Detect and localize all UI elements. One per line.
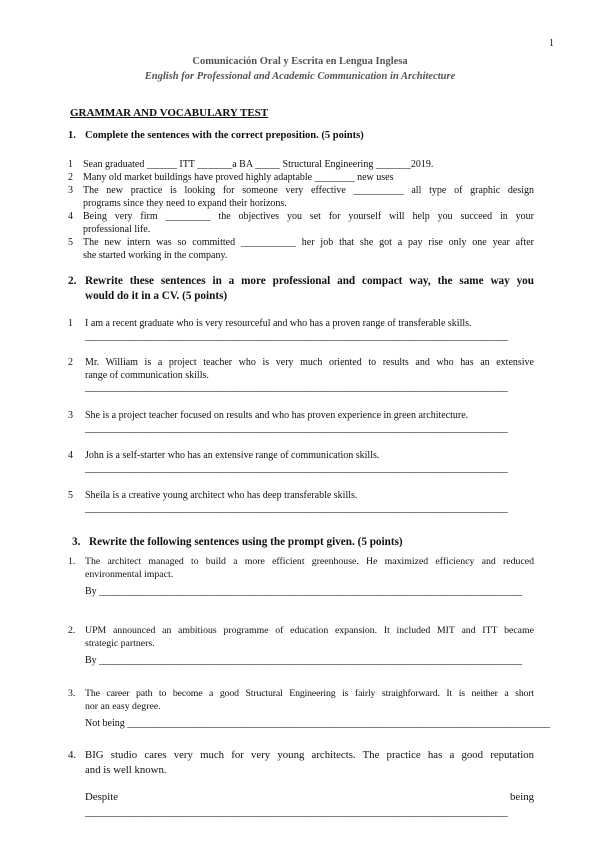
section-number: 3. — [72, 536, 81, 548]
item-number: 2 — [68, 172, 73, 183]
item-text: I am a recent graduate who is very resourceful and who has a proven range of transferable skills. — [85, 318, 472, 329]
answer-line[interactable]: ________________________________________________________________________________________________ — [85, 382, 508, 394]
item-text[interactable]: Many old market buildings have proved highly adaptable ________ new uses — [83, 172, 394, 183]
item-text: The architect managed to build a more efficient greenhouse. He maximized efficiency and reduced — [85, 556, 534, 567]
item-number: 5 — [68, 237, 73, 248]
list-item — [68, 172, 534, 185]
section2-heading — [68, 274, 534, 304]
answer-line[interactable]: ________________________________________________________________________________________________ — [127, 718, 550, 730]
list-item — [68, 490, 534, 515]
prompt-row — [85, 791, 534, 803]
prompt-word: By — [85, 655, 97, 667]
list-item — [68, 211, 534, 236]
item-number: 3 — [68, 410, 73, 421]
list-item — [68, 450, 534, 475]
item-number: 1 — [68, 159, 73, 170]
answer-line[interactable]: ________________________________________________________________________________________________ — [85, 502, 508, 514]
item-text[interactable]: The new intern was so committed ___________ her job that she got a pay rise only one year after — [83, 237, 534, 248]
answer-line[interactable]: ________________________________________________________________________________________________ — [85, 462, 508, 474]
item-number: 4. — [68, 749, 77, 761]
section-instruction-cont: would do it in a CV. (5 points) — [85, 290, 228, 302]
list-item — [68, 318, 534, 343]
item-text-cont: and is well known. — [85, 764, 167, 776]
item-text-cont: range of communication skills. — [85, 369, 209, 381]
section-instruction: Complete the sentences with the correct preposition. (5 points) — [85, 130, 364, 141]
item-text: She is a project teacher focused on results and who has proven experience in green architecture. — [85, 410, 469, 421]
item-number: 1. — [68, 556, 76, 567]
section1-heading — [68, 130, 364, 141]
item-text: Sheila is a creative young architect who has deep transferable skills. — [85, 490, 358, 501]
list-item — [68, 625, 534, 668]
section-number: 1. — [68, 130, 76, 141]
test-title: GRAMMAR AND VOCABULARY TEST — [70, 107, 269, 119]
item-text: John is a self-starter who has an extensive range of communication skills. — [85, 450, 380, 461]
item-number: 4 — [68, 450, 73, 461]
item-number: 4 — [68, 211, 73, 222]
item-text: Mr. William is a project teacher who is very much oriented to results and who has an extensive — [85, 357, 534, 368]
answer-line[interactable]: ________________________________________________________________________________________________ — [85, 422, 508, 434]
list-item — [68, 748, 534, 778]
item-text-cont: she started working in the company. — [83, 249, 228, 261]
item-number: 2 — [68, 357, 73, 368]
answer-line[interactable]: ________________________________________________________________________________________________ — [99, 586, 522, 598]
item-text-cont: programs since they need to expand their horizons. — [83, 197, 287, 209]
list-item — [68, 556, 534, 599]
item-text-cont: nor an easy degree. — [85, 700, 161, 712]
prompt-word: By — [85, 586, 97, 598]
item-text[interactable]: Being very firm _________ the objectives you set for yourself will help you succeed in your — [83, 211, 534, 222]
list-item — [68, 185, 534, 210]
answer-line[interactable]: ________________________________________________________________________________________________ — [85, 807, 508, 818]
item-text-cont: professional life. — [83, 223, 151, 235]
course-title-spanish: Comunicación Oral y Escrita en Lengua Inglesa — [192, 56, 408, 67]
item-text: UPM announced an ambitious programme of education expansion. It included MIT and ITT became — [85, 625, 534, 636]
list-item — [68, 688, 550, 731]
page-number: 1 — [549, 38, 554, 49]
item-number: 5 — [68, 490, 73, 501]
item-text[interactable]: Sean graduated ______ ITT _______a BA _____ Structural Engineering _______2019. — [83, 159, 434, 170]
item-text-cont: strategic partners. — [85, 637, 155, 649]
course-title-english: English for Professional and Academic Communication in Architecture — [144, 71, 456, 82]
item-number: 3 — [68, 185, 73, 196]
item-number: 1 — [68, 318, 73, 329]
item-text-cont: environmental impact. — [85, 568, 174, 580]
section-number: 2. — [68, 275, 77, 287]
prompt-word-end: being — [510, 791, 534, 803]
list-item — [68, 410, 534, 435]
section-instruction: Rewrite these sentences in a more professional and compact way, the same way you — [85, 275, 534, 287]
prompt-word: Not being — [85, 718, 125, 730]
prompt-word: Despite — [85, 791, 118, 803]
answer-line[interactable]: ________________________________________________________________________________________________ — [99, 655, 522, 667]
section3-heading — [72, 536, 403, 548]
item-text: BIG studio cares very much for very young architects. The practice has a good reputation — [85, 749, 534, 761]
list-item — [68, 357, 534, 395]
item-number: 3. — [68, 688, 76, 699]
item-text[interactable]: The new practice is looking for someone very effective __________ all type of graphic design — [83, 185, 534, 196]
item-text: The career path to become a good Structural Engineering is fairly straighforward. It is neither a short — [85, 688, 534, 699]
list-item — [68, 237, 534, 262]
section-instruction: Rewrite the following sentences using the prompt given. (5 points) — [89, 536, 403, 548]
item-number: 2. — [68, 625, 76, 636]
answer-line[interactable]: ________________________________________________________________________________________________ — [85, 330, 508, 342]
list-item — [68, 159, 534, 172]
